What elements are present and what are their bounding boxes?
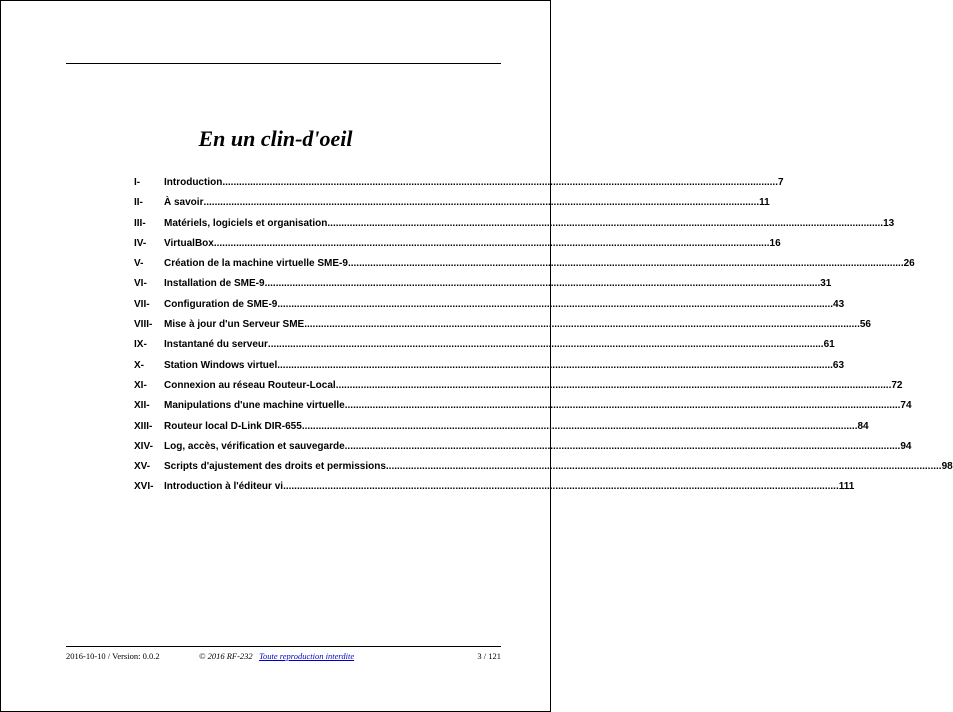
toc-title: Manipulations d'une machine virtuelle [164,400,345,412]
toc-number: XIV- [134,440,153,452]
footer-page-number: 3 / 121 [477,651,501,661]
toc-dot-leader: ........................................................................................................................................................................................................ [344,440,901,452]
toc-title: Station Windows virtuel [164,359,278,371]
toc-page-number: 111 [838,481,855,493]
toc-number: IV- [134,237,147,249]
toc-dot-leader: ........................................................................................................................................................................................................ [213,237,770,249]
toc-title: À savoir [164,197,204,209]
toc-entry[interactable] [164,214,895,234]
toc-dot-leader: ........................................................................................................................................................................................................ [264,278,821,290]
toc-row[interactable] [134,274,832,294]
toc-number: V- [134,258,144,270]
toc-page-number: 74 [900,400,912,412]
toc-dot-leader: ........................................................................................................................................................................................................ [203,197,760,209]
toc-row[interactable] [134,335,835,355]
toc-title: Configuration de SME-9 [164,298,278,310]
toc-entry[interactable] [164,437,912,457]
toc-entry[interactable] [164,457,953,477]
footer-copyright-block [199,650,354,662]
footer-date-version: 2016-10-10 / Version: 0.0.2 [66,651,160,661]
toc-number: III- [134,217,146,229]
toc-row[interactable] [134,356,845,376]
toc-row[interactable] [134,437,912,457]
toc-number: XIII- [134,420,153,432]
toc-row[interactable] [134,457,953,477]
page-footer [66,650,501,664]
table-of-contents [134,173,953,498]
toc-entry[interactable] [164,477,855,497]
toc-title: Matériels, logiciels et organisation [164,217,328,229]
toc-row[interactable] [134,234,781,254]
toc-title: Instantané du serveur [164,339,268,351]
toc-page-number: 7 [778,177,784,188]
toc-number: XI- [134,379,147,391]
toc-page-number: 63 [832,359,845,371]
toc-entry[interactable] [164,274,832,294]
toc-number: XVI- [134,481,154,493]
toc-entry[interactable] [164,254,915,274]
toc-dot-leader: ........................................................................................................................................................................................................ [344,400,901,412]
toc-number: XII- [134,400,150,412]
toc-dot-leader: ........................................................................................................................................................................................................ [385,461,942,473]
toc-title: Installation de SME-9 [164,278,265,290]
toc-number: VIII- [134,319,153,331]
toc-dot-leader: ........................................................................................................................................................................................................ [222,177,778,188]
toc-page-number: 56 [859,319,871,331]
toc-page-number: 31 [820,278,832,290]
toc-dot-leader: ........................................................................................................................................................................................................ [277,359,833,371]
toc-dot-leader: ........................................................................................................................................................................................................ [283,481,839,493]
toc-row[interactable] [134,214,895,234]
footer-rule [66,646,501,647]
toc-entry[interactable] [164,315,871,335]
toc-number: II- [134,197,143,209]
toc-entry[interactable] [164,173,784,193]
toc-row[interactable] [134,193,770,213]
toc-dot-leader: ........................................................................................................................................................................................................ [267,339,824,351]
toc-page-number: 13 [883,217,895,229]
toc-page-number: 16 [769,237,781,249]
toc-title: Introduction à l'éditeur vi [164,481,284,493]
toc-row[interactable] [134,173,784,193]
toc-row[interactable] [134,315,871,335]
toc-row[interactable] [134,254,915,274]
toc-title: Introduction [164,177,223,188]
toc-title: Création de la machine virtuelle SME-9 [164,258,348,270]
toc-row[interactable] [134,417,869,437]
toc-title: Mise à jour d'un Serveur SME [164,319,305,331]
toc-number: X- [134,359,144,371]
toc-entry[interactable] [164,193,770,213]
toc-entry[interactable] [164,396,912,416]
toc-dot-leader: ........................................................................................................................................................................................................ [301,420,858,432]
toc-number: VII- [134,298,150,310]
toc-page-number: 72 [891,379,903,391]
toc-row[interactable] [134,396,912,416]
toc-dot-leader: ........................................................................................................................................................................................................ [347,258,904,270]
toc-dot-leader: ........................................................................................................................................................................................................ [277,298,834,310]
toc-page-number: 26 [903,258,915,270]
footer-reproduction-link[interactable]: Toute reproduction interdite [259,651,355,661]
toc-number: IX- [134,339,147,351]
toc-entry[interactable] [164,356,845,376]
toc-number: XV- [134,461,151,473]
toc-page-number: 84 [857,420,869,432]
toc-number: VI- [134,278,147,290]
toc-dot-leader: ........................................................................................................................................................................................................ [335,379,892,391]
toc-title: VirtualBox [164,237,214,249]
toc-number: I- [134,177,141,188]
toc-title: Log, accès, vérification et sauvegarde [164,440,345,452]
toc-row[interactable] [134,477,855,497]
toc-dot-leader: ........................................................................................................................................................................................................ [327,217,884,229]
toc-page-number: 98 [941,461,953,473]
toc-title: Connexion au réseau Routeur-Local [164,379,336,391]
toc-page-number: 94 [900,440,912,452]
toc-page-number: 43 [833,298,845,310]
toc-entry[interactable] [164,417,869,437]
toc-entry[interactable] [164,335,835,355]
toc-dot-leader: ........................................................................................................................................................................................................ [304,319,860,331]
page-title: En un clin-d'oeil [198,126,353,151]
toc-title: Routeur local D-Link DIR-655 [164,420,302,432]
toc-page-number: 11 [759,197,770,209]
header-rule [66,63,501,64]
toc-page-number: 61 [823,339,835,351]
toc-title: Scripts d'ajustement des droits et permissions [164,461,386,473]
toc-entry[interactable] [164,234,781,254]
toc-entry[interactable] [164,376,903,396]
toc-row[interactable] [134,376,903,396]
footer-copyright: © 2016 RF-232 [199,651,253,661]
toc-entry[interactable] [164,295,845,315]
toc-row[interactable] [134,295,845,315]
